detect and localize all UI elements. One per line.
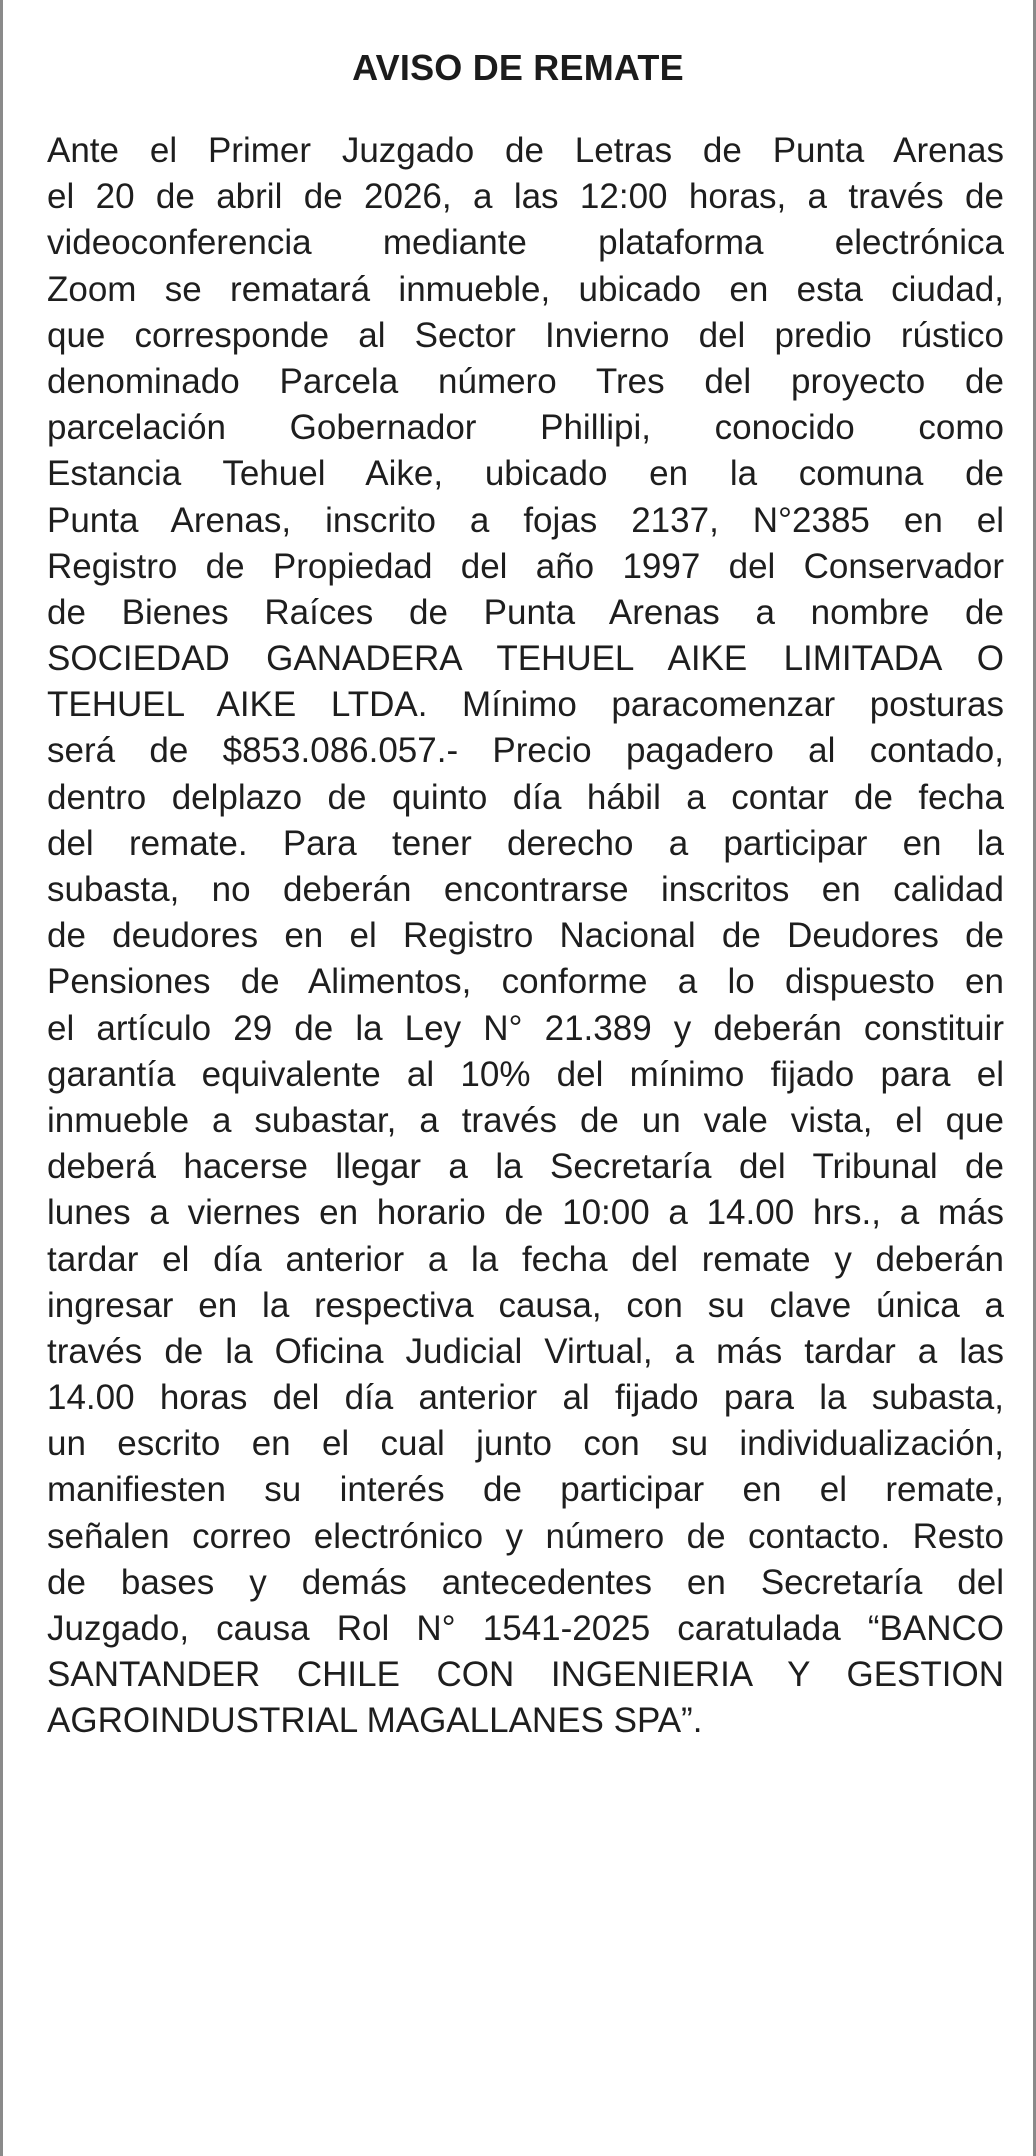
- notice-line: Estancia Tehuel Aike, ubicado en la comuna de: [47, 454, 1004, 494]
- notice-title: AVISO DE REMATE: [352, 47, 684, 88]
- notice-line: Ante el Primer Juzgado de Letras de Punta Arenas: [47, 131, 1004, 170]
- notice-line: manifiesten su interés de participar en el remate,: [47, 1470, 1004, 1510]
- notice-line: denominado Parcela número Tres del proyecto de: [47, 361, 1004, 401]
- notice-line: señalen correo electrónico y número de contacto. Resto: [47, 1516, 1004, 1556]
- notice-line: un escrito en el cual junto con su individualización,: [47, 1424, 1004, 1464]
- notice-line: será de $853.086.057.- Precio pagadero al contado,: [47, 731, 1004, 771]
- notice-line: Pensiones de Alimentos, conforme a lo dispuesto en: [47, 962, 1004, 1002]
- notice-line: del remate. Para tener derecho a participar en la: [47, 823, 1004, 863]
- notice-line: videoconferencia mediante plataforma electrónica: [47, 223, 1004, 263]
- notice-line: Zoom se rematará inmueble, ubicado en esta ciudad,: [47, 269, 1004, 309]
- notice-line: de bases y demás antecedentes en Secretaría del: [47, 1562, 1004, 1602]
- notice-line: el 20 de abril de 2026, a las 12:00 horas, a través de: [47, 177, 1004, 217]
- notice-line: parcelación Gobernador Phillipi, conocido como: [47, 408, 1004, 448]
- notice-line: lunes a viernes en horario de 10:00 a 14.00 hrs., a más: [47, 1193, 1004, 1233]
- notice-line: dentro delplazo de quinto día hábil a contar de fecha: [47, 777, 1004, 817]
- notice-line: deberá hacerse llegar a la Secretaría del Tribunal de: [47, 1147, 1004, 1187]
- notice-line: garantía equivalente al 10% del mínimo fijado para el: [47, 1054, 1004, 1094]
- notice-line: inmueble a subastar, a través de un vale vista, el que: [47, 1100, 1004, 1140]
- notice-line: que corresponde al Sector Invierno del predio rústico: [47, 315, 1004, 355]
- notice-body: [47, 128, 1004, 1745]
- notice-line: el artículo 29 de la Ley N° 21.389 y deberán constituir: [47, 1008, 1004, 1048]
- notice-line: AGROINDUSTRIAL MAGALLANES SPA”.: [47, 1701, 703, 1741]
- notice-line: 14.00 horas del día anterior al fijado para la subasta,: [47, 1378, 1004, 1418]
- notice-line: de deudores en el Registro Nacional de Deudores de: [47, 916, 1004, 956]
- notice-line: tardar el día anterior a la fecha del remate y deberán: [47, 1239, 1004, 1279]
- notice-line: Punta Arenas, inscrito a fojas 2137, N°2385 en el: [47, 500, 1004, 540]
- notice-line: SOCIEDAD GANADERA TEHUEL AIKE LIMITADA O: [47, 639, 1004, 679]
- notice-line: de Bienes Raíces de Punta Arenas a nombre de: [47, 592, 1004, 632]
- notice-line: TEHUEL AIKE LTDA. Mínimo paracomenzar posturas: [47, 685, 1004, 725]
- notice-line: través de la Oficina Judicial Virtual, a más tardar a las: [47, 1331, 1004, 1371]
- notice-line: SANTANDER CHILE CON INGENIERIA Y GESTION: [47, 1655, 1004, 1695]
- notice-line: Juzgado, causa Rol N° 1541-2025 caratulada “BANCO: [47, 1609, 1004, 1648]
- notice-line: ingresar en la respectiva causa, con su clave única a: [47, 1285, 1004, 1325]
- notice-line: subasta, no deberán encontrarse inscritos en calidad: [47, 870, 1004, 909]
- notice-line: Registro de Propiedad del año 1997 del Conservador: [47, 546, 1004, 586]
